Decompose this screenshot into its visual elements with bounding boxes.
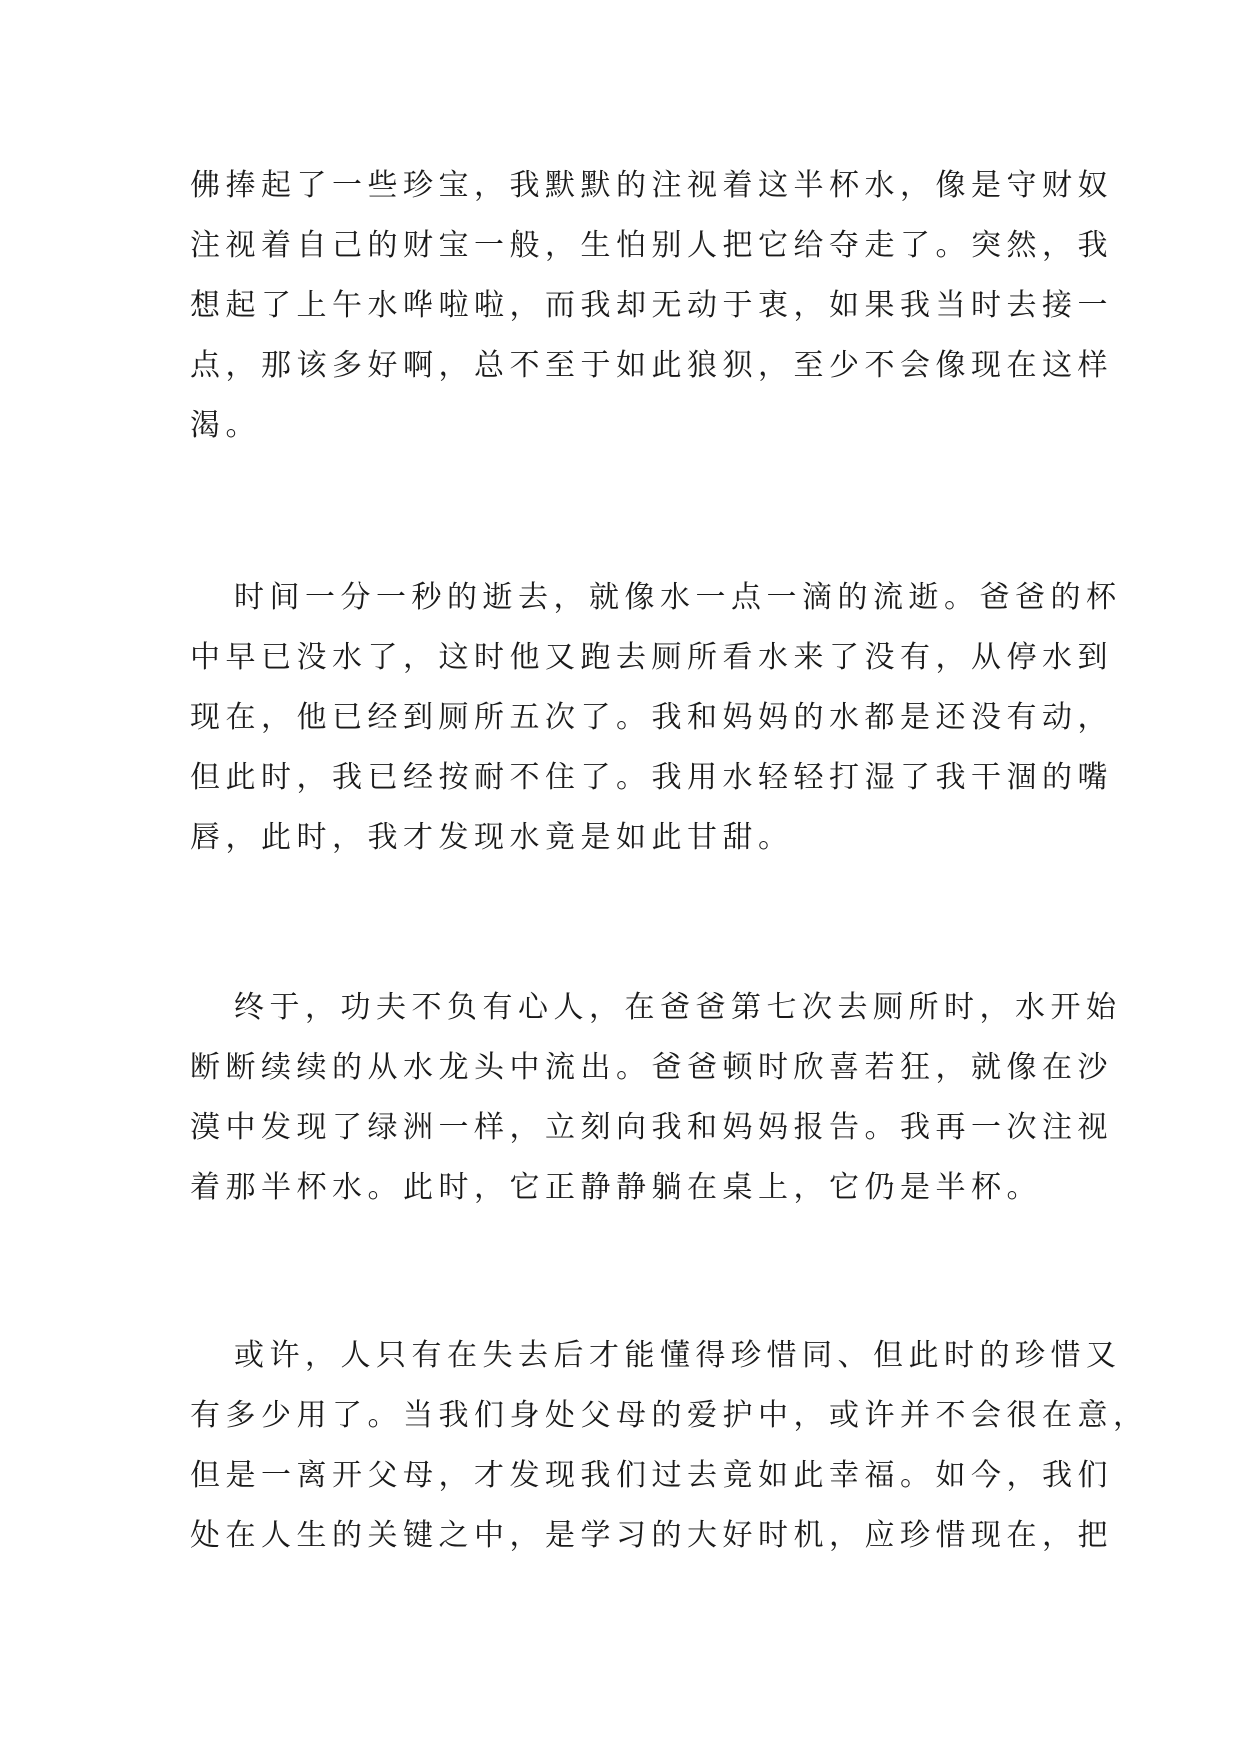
text-line: 但是一离开父母，才发现我们过去竟如此幸福。如今，我们 — [190, 1458, 1113, 1493]
text-line: 佛捧起了一些珍宝，我默默的注视着这半杯水，像是守财奴 — [190, 168, 1113, 203]
text-line: 想起了上午水哗啦啦，而我却无动于衷，如果我当时去接一 — [190, 288, 1113, 323]
text-line: 断断续续的从水龙头中流出。爸爸顿时欣喜若狂，就像在沙 — [190, 1050, 1113, 1085]
text-line: 但此时，我已经按耐不住了。我用水轻轻打湿了我干涸的嘴 — [190, 760, 1113, 795]
text-line: 有多少用了。当我们身处父母的爱护中，或许并不会很在意， — [190, 1398, 1149, 1433]
text-line: 点，那该多好啊，总不至于如此狼狈，至少不会像现在这样 — [190, 348, 1113, 383]
text-line: 唇，此时，我才发现水竟是如此甘甜。 — [190, 820, 794, 855]
text-line: 时间一分一秒的逝去，就像水一点一滴的流逝。爸爸的杯 — [234, 580, 1122, 615]
text-line: 渴。 — [190, 408, 261, 443]
paragraph-4 — [190, 1326, 1149, 1566]
text-line: 着那半杯水。此时，它正静静躺在桌上，它仍是半杯。 — [190, 1170, 1042, 1205]
text-line: 处在人生的关键之中，是学习的大好时机，应珍惜现在，把 — [190, 1518, 1113, 1553]
text-line: 注视着自己的财宝一般，生怕别人把它给夺走了。突然，我 — [190, 228, 1113, 263]
text-line: 漠中发现了绿洲一样，立刻向我和妈妈报告。我再一次注视 — [190, 1110, 1113, 1145]
text-line: 终于，功夫不负有心人，在爸爸第七次去厕所时，水开始 — [234, 990, 1122, 1025]
paragraph-2 — [190, 568, 1122, 868]
text-line: 中早已没水了，这时他又跑去厕所看水来了没有，从停水到 — [190, 640, 1113, 675]
paragraph-1 — [190, 156, 1113, 456]
paragraph-3 — [190, 978, 1122, 1218]
text-line: 或许，人只有在失去后才能懂得珍惜同、但此时的珍惜又 — [234, 1338, 1122, 1373]
text-line: 现在，他已经到厕所五次了。我和妈妈的水都是还没有动， — [190, 700, 1113, 735]
